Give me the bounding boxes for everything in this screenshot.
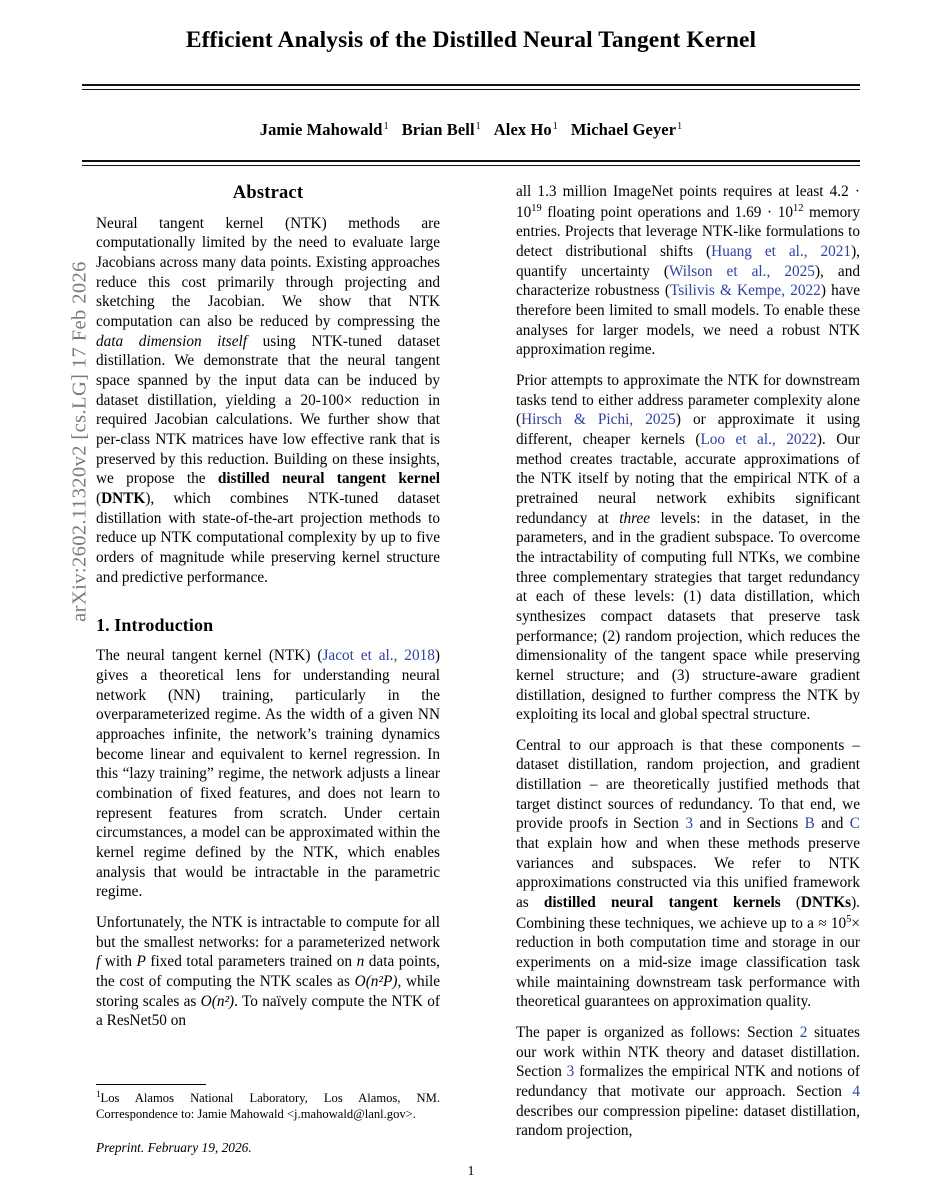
title-block xyxy=(82,26,860,55)
citation-link[interactable]: 3 xyxy=(685,815,694,833)
emphasis-text: data dimension itself xyxy=(96,332,248,350)
section-heading-introduction: 1. Introduction xyxy=(96,615,214,636)
inline-math: f xyxy=(96,953,101,971)
page-number: 1 xyxy=(467,1163,475,1178)
author-entry xyxy=(260,120,389,139)
paragraph-right-3: Central to our approach is that these components – dataset distillation, random projection, and gradient distillation – are theoretically justified methods that target distinct sources of redundancy. To that end, we provide proofs in Section 3 and in Sections B and C that explain how and when these methods preserve variances and subspaces. We refer to NTK approximations constructed via this unified framework as distilled neural tangent kernels (DNTKs). Combining these techniques, we achieve up to $a \approx 10^5\times$ reduction in both computation time and storage in our experiments on a mid-size image classification task while maintaining downstream task performance with theoretical guarantees on approximation quality. xyxy=(516,736,860,1011)
citation-link[interactable]: Tsilivis & Kempe, 2022 xyxy=(669,282,821,300)
header-rule-top xyxy=(82,84,860,86)
left-column xyxy=(96,182,440,1031)
header-rule-top-thin xyxy=(82,89,860,90)
paragraph-right-4: The paper is organized as follows: Section 2 situates our work within NTK theory and dataset distillation. Section 3 formalizes the empirical NTK and notions of redundancy that motivate our approach. Section 4 describes our compression pipeline: dataset distillation, random projection, xyxy=(516,1024,860,1140)
header-rule-bottom-thin xyxy=(82,165,860,166)
author-entry xyxy=(571,120,682,139)
author-name: Michael Geyer xyxy=(570,120,677,139)
citation-link[interactable]: Hirsch & Pichi, 2025 xyxy=(521,411,676,429)
abstract-text: Neural tangent kernel (NTK) methods are computationally limited by the need to evaluate large Jacobians across many data points. Existing approaches reduce this cost primarily through projecting and sketching the Jacobian. We show that NTK computation can also be reduced by compressing the data dimension itself using NTK-tuned dataset distillation. We demonstrate that the neural tangent space spanned by the input data can be induced by dataset distillation, yielding a 20-100× reduction in required Jacobian calculations. We further show that per-class NTK matrices have low effective rank that is preserved by this reduction. Building on these insights, we propose the distilled neural tangent kernel (DNTK), which combines NTK-tuned dataset distillation with state-of-the-art projection methods to reduce up NTK computational complexity by up to five orders of magnitude while preserving kernel structure and predictive performance. xyxy=(96,214,440,586)
author-affiliation-marker: 1 xyxy=(475,120,481,132)
citation-link[interactable]: Loo et al., 2022 xyxy=(700,430,817,448)
citation-link[interactable]: Huang et al., 2021 xyxy=(711,243,852,261)
footnote-divider xyxy=(96,1084,206,1085)
author-name: Jamie Mahowald xyxy=(259,120,383,139)
author-affiliation-marker: 1 xyxy=(552,120,558,132)
author-entry xyxy=(494,120,558,139)
inline-math: O(n²) xyxy=(200,992,235,1010)
citation-link[interactable]: Wilson et al., 2025 xyxy=(668,262,815,280)
right-column xyxy=(516,182,860,1141)
author-affiliation-marker: 1 xyxy=(383,120,389,132)
citation-link[interactable]: Jacot et al., 2018 xyxy=(322,647,435,665)
arxiv-identifier-stamp: arXiv:2602.11320v2 [cs.LG] 17 Feb 2026 xyxy=(68,261,91,622)
footnote-marker: 1 xyxy=(96,1089,101,1099)
footnote-text: Los Alamos National Laboratory, Los Alamos, NM. Correspondence to: Jamie Mahowald <j.mahowald@lanl.gov>. xyxy=(96,1091,440,1122)
emphasis-text: three xyxy=(619,509,651,527)
author-name: Alex Ho xyxy=(493,120,552,139)
citation-link[interactable]: 4 xyxy=(852,1083,860,1101)
footnote-affiliation xyxy=(96,1089,440,1123)
preprint-notice: Preprint. February 19, 2026. xyxy=(96,1140,252,1155)
citation-link[interactable]: 3 xyxy=(566,1063,575,1081)
abstract-heading: Abstract xyxy=(232,183,304,203)
citation-link[interactable]: 2 xyxy=(799,1024,808,1042)
exponent: 19 xyxy=(531,202,542,214)
citation-link[interactable]: C xyxy=(849,815,860,833)
inline-math: P xyxy=(136,953,146,971)
citation-link[interactable]: B xyxy=(804,815,815,833)
author-affiliation-marker: 1 xyxy=(677,120,683,132)
paragraph-intro-1: The neural tangent kernel (NTK) (Jacot et al., 2018) gives a theoretical lens for understanding neural network (NN) training, particularly in the overparameterized regime. As the width of a given NN approaches infinite, the network’s training dynamics become linear and equivalent to kernel regression. In this “lazy training” regime, the network adjusts a linear combination of fixed features, and does not learn to represent features from scratch. Under certain circumstances, a model can be approximated within the kernel regime defined by the NTK, which enables analysis that would be intractable in the parametric regime. xyxy=(96,647,440,901)
author-list xyxy=(82,120,860,140)
strong-text: distilled neural tangent kernels xyxy=(543,894,781,912)
inline-math: n xyxy=(356,953,365,971)
strong-text: distilled neural tangent kernel xyxy=(217,470,440,488)
author-entry xyxy=(402,120,481,139)
inline-math: O(n²P) xyxy=(354,972,398,990)
header-rule-bottom xyxy=(82,160,860,162)
exponent: 12 xyxy=(793,202,804,214)
exponent: 5 xyxy=(846,913,852,925)
strong-text: DNTK xyxy=(101,489,146,507)
paragraph-intro-2: Unfortunately, the NTK is intractable to compute for all but the smallest networks: for a parameterized network f with P fixed total parameters trained on n data points, the cost of computing the NTK scales as O(n²P), while storing scales as O(n²). To naïvely compute the NTK of a ResNet50 on xyxy=(96,913,441,1030)
strong-text: DNTKs xyxy=(800,894,852,912)
paragraph-right-1: all 1.3 million ImageNet points requires at least $4.2 \cdot 10^{19}$ floating point operations and $1.69 \cdot 10^{12}$ memory entries. Projects that leverage NTK-like formulations to detect distributional shifts (Huang et al., 2021), quantify uncertainty (Wilson et al., 2025), and characterize robustness (Tsilivis & Kempe, 2022) have therefore been limited to small models. To enable these analyses for larger models, we need a robust NTK approximation regime. xyxy=(516,183,861,359)
author-name: Brian Bell xyxy=(401,120,475,139)
paragraph-right-2: Prior attempts to approximate the NTK for downstream tasks tend to either address parameter complexity alone (Hirsch & Pichi, 2025) or approximate it using different, cheaper kernels (Loo et al., 2022). Our method creates tractable, accurate approximations of the NTK itself by noting that the empirical NTK of a pretrained neural network exhibits significant redundancy at three levels: in the dataset, in the parameters, and in the gradient subspace. To overcome the intractability of computing full NTKs, we combine three complementary strategies that target redundancy at each of these levels: (1) data distillation, which synthesizes compact datasets that preserve task performance; (2) random projection, which reduces the dimensionality of the tangent space while preserving kernel structure; and (3) structure-aware gradient distillation, designed to further compress the NTK by exploiting its local and global spectral structure. xyxy=(516,372,861,724)
page-title: Efficient Analysis of the Distilled Neural Tangent Kernel xyxy=(185,27,757,53)
